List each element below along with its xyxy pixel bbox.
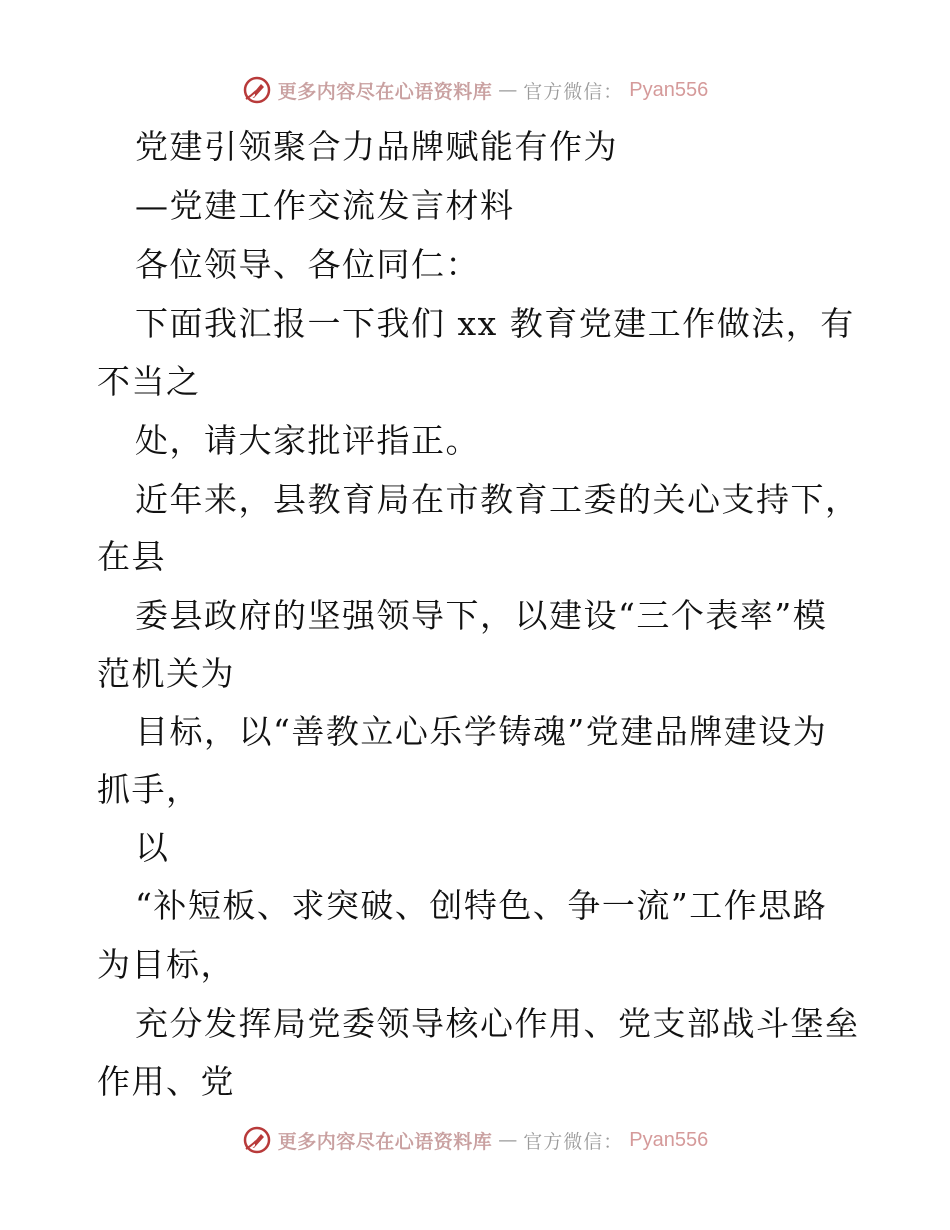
pen-nib-logo-icon <box>242 1125 272 1155</box>
paragraph-line: “补短板、求突破、创特色、争一流”工作思路 <box>135 886 828 925</box>
header-banner <box>0 70 950 110</box>
library-text: 更多内容尽在心语资料库 <box>277 1130 493 1153</box>
paragraph-line: 作用、党 <box>97 1062 235 1101</box>
paragraph-line: 不当之 <box>97 362 201 401</box>
document-subtitle: —党建工作交流发言材料 <box>135 186 515 225</box>
banner-separator: — <box>498 79 518 101</box>
paragraph-line: 近年来，县教育局在市教育工委的关心支持下， <box>135 480 860 519</box>
greeting-line: 各位领导、各位同仁： <box>135 245 480 284</box>
banner-separator: — <box>498 1129 518 1151</box>
paragraph-line: 抓手， <box>97 770 201 809</box>
paragraph-line: 充分发挥局党委领导核心作用、党支部战斗堡垒 <box>135 1004 860 1043</box>
paragraph-line: 为目标， <box>97 945 235 984</box>
paragraph-line: 范机关为 <box>97 654 235 693</box>
document-title: 党建引领聚合力品牌赋能有作为 <box>135 127 618 166</box>
wechat-label: 官方微信： <box>523 1130 624 1153</box>
paragraph-line: 委县政府的坚强领导下，以建设“三个表率”模 <box>135 596 828 635</box>
paragraph-line: 处，请大家批评指正。 <box>135 421 480 460</box>
paragraph-line: 在县 <box>97 537 166 576</box>
paragraph-line: 下面我汇报一下我们 xx 教育党建工作做法，有 <box>135 304 855 343</box>
wechat-handle: Pyan556 <box>629 1128 709 1151</box>
footer-banner <box>0 1120 950 1160</box>
pen-nib-logo-icon <box>242 75 272 105</box>
wechat-handle: Pyan556 <box>629 78 709 101</box>
paragraph-line: 目标，以“善教立心乐学铸魂”党建品牌建设为 <box>135 712 828 751</box>
wechat-label: 官方微信： <box>523 80 624 103</box>
library-text: 更多内容尽在心语资料库 <box>277 80 493 103</box>
paragraph-line: 以 <box>135 828 170 867</box>
